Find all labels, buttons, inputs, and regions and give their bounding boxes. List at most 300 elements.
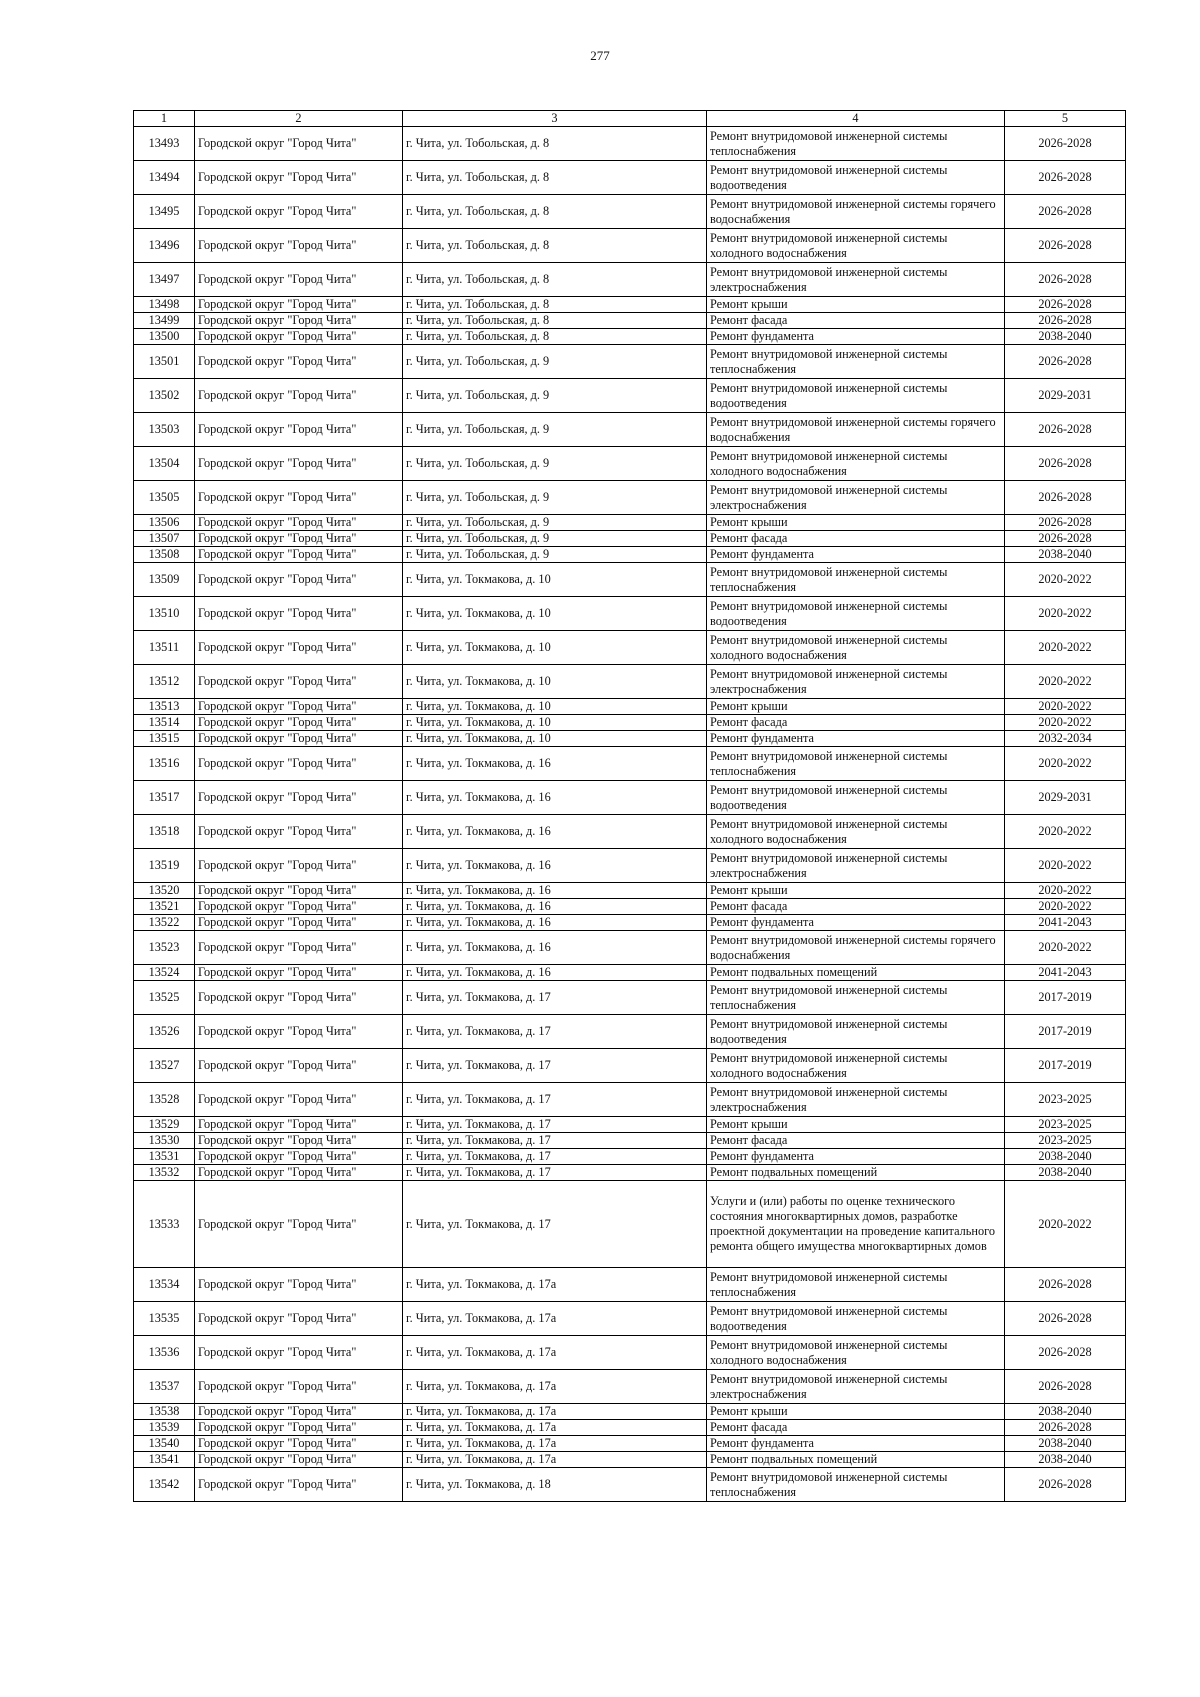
row-number-cell: 13536 — [134, 1336, 195, 1370]
table-row — [134, 413, 1126, 447]
row-number-cell: 13496 — [134, 229, 195, 263]
period-cell: 2038-2040 — [1005, 547, 1126, 563]
period-cell: 2020-2022 — [1005, 699, 1126, 715]
work-type-cell: Ремонт подвальных помещений — [707, 965, 1005, 981]
period-cell: 2020-2022 — [1005, 849, 1126, 883]
row-number-cell: 13534 — [134, 1268, 195, 1302]
municipality-cell: Городской округ "Город Чита" — [195, 883, 403, 899]
row-number-cell: 13541 — [134, 1452, 195, 1468]
address-cell: г. Чита, ул. Токмакова, д. 10 — [403, 631, 707, 665]
municipality-cell: Городской округ "Город Чита" — [195, 515, 403, 531]
address-cell: г. Чита, ул. Токмакова, д. 17а — [403, 1436, 707, 1452]
address-cell: г. Чита, ул. Тобольская, д. 8 — [403, 313, 707, 329]
work-type-cell: Ремонт крыши — [707, 297, 1005, 313]
municipality-cell: Городской округ "Город Чита" — [195, 981, 403, 1015]
address-cell: г. Чита, ул. Тобольская, д. 8 — [403, 127, 707, 161]
period-cell: 2029-2031 — [1005, 781, 1126, 815]
address-cell: г. Чита, ул. Токмакова, д. 17 — [403, 1117, 707, 1133]
work-type-cell: Ремонт внутридомовой инженерной системы электроснабжения — [707, 481, 1005, 515]
period-cell: 2026-2028 — [1005, 531, 1126, 547]
work-type-cell: Ремонт крыши — [707, 883, 1005, 899]
row-number-cell: 13527 — [134, 1049, 195, 1083]
municipality-cell: Городской округ "Город Чита" — [195, 127, 403, 161]
address-cell: г. Чита, ул. Токмакова, д. 17а — [403, 1302, 707, 1336]
work-type-cell: Ремонт внутридомовой инженерной системы холодного водоснабжения — [707, 1336, 1005, 1370]
table-row — [134, 665, 1126, 699]
row-number-cell: 13540 — [134, 1436, 195, 1452]
table-row — [134, 1149, 1126, 1165]
municipality-cell: Городской округ "Город Чита" — [195, 1117, 403, 1133]
row-number-cell: 13494 — [134, 161, 195, 195]
work-type-cell: Ремонт внутридомовой инженерной системы горячего водоснабжения — [707, 931, 1005, 965]
municipality-cell: Городской округ "Город Чита" — [195, 481, 403, 515]
address-cell: г. Чита, ул. Токмакова, д. 17а — [403, 1420, 707, 1436]
table-row — [134, 1268, 1126, 1302]
municipality-cell: Городской округ "Город Чита" — [195, 665, 403, 699]
period-cell: 2026-2028 — [1005, 313, 1126, 329]
address-cell: г. Чита, ул. Токмакова, д. 17 — [403, 1181, 707, 1268]
table-row — [134, 715, 1126, 731]
address-cell: г. Чита, ул. Токмакова, д. 17 — [403, 1165, 707, 1181]
address-cell: г. Чита, ул. Токмакова, д. 18 — [403, 1468, 707, 1502]
row-number-cell: 13506 — [134, 515, 195, 531]
municipality-cell: Городской округ "Город Чита" — [195, 1165, 403, 1181]
municipality-cell: Городской округ "Город Чита" — [195, 379, 403, 413]
work-type-cell: Ремонт внутридомовой инженерной системы холодного водоснабжения — [707, 815, 1005, 849]
period-cell: 2017-2019 — [1005, 1015, 1126, 1049]
work-type-cell: Ремонт фундамента — [707, 329, 1005, 345]
table-row — [134, 161, 1126, 195]
municipality-cell: Городской округ "Город Чита" — [195, 815, 403, 849]
table-row — [134, 297, 1126, 313]
row-number-cell: 13522 — [134, 915, 195, 931]
period-cell: 2026-2028 — [1005, 345, 1126, 379]
table-row — [134, 981, 1126, 1015]
municipality-cell: Городской округ "Город Чита" — [195, 931, 403, 965]
address-cell: г. Чита, ул. Тобольская, д. 9 — [403, 379, 707, 413]
municipality-cell: Городской округ "Город Чита" — [195, 1015, 403, 1049]
period-cell: 2026-2028 — [1005, 161, 1126, 195]
municipality-cell: Городской округ "Город Чита" — [195, 1302, 403, 1336]
table-row — [134, 1302, 1126, 1336]
municipality-cell: Городской округ "Город Чита" — [195, 1452, 403, 1468]
row-number-cell: 13493 — [134, 127, 195, 161]
address-cell: г. Чита, ул. Тобольская, д. 8 — [403, 263, 707, 297]
period-cell: 2026-2028 — [1005, 1302, 1126, 1336]
table-row — [134, 1420, 1126, 1436]
table-row — [134, 1404, 1126, 1420]
row-number-cell: 13498 — [134, 297, 195, 313]
table-row — [134, 931, 1126, 965]
municipality-cell: Городской округ "Город Чита" — [195, 263, 403, 297]
table-row — [134, 699, 1126, 715]
header-row — [134, 111, 1126, 127]
table-row — [134, 127, 1126, 161]
row-number-cell: 13517 — [134, 781, 195, 815]
work-type-cell: Ремонт крыши — [707, 1404, 1005, 1420]
address-cell: г. Чита, ул. Токмакова, д. 17а — [403, 1452, 707, 1468]
column-header: 1 — [134, 111, 195, 127]
row-number-cell: 13505 — [134, 481, 195, 515]
row-number-cell: 13495 — [134, 195, 195, 229]
work-type-cell: Ремонт внутридомовой инженерной системы электроснабжения — [707, 665, 1005, 699]
work-type-cell: Ремонт внутридомовой инженерной системы горячего водоснабжения — [707, 413, 1005, 447]
table-row — [134, 345, 1126, 379]
work-type-cell: Ремонт внутридомовой инженерной системы теплоснабжения — [707, 981, 1005, 1015]
row-number-cell: 13514 — [134, 715, 195, 731]
table-row — [134, 1015, 1126, 1049]
period-cell: 2020-2022 — [1005, 883, 1126, 899]
table-row — [134, 1049, 1126, 1083]
period-cell: 2026-2028 — [1005, 1468, 1126, 1502]
period-cell: 2026-2028 — [1005, 481, 1126, 515]
municipality-cell: Городской округ "Город Чита" — [195, 781, 403, 815]
municipality-cell: Городской округ "Город Чита" — [195, 329, 403, 345]
table-row — [134, 915, 1126, 931]
work-type-cell: Ремонт фасада — [707, 1133, 1005, 1149]
table-row — [134, 731, 1126, 747]
municipality-cell: Городской округ "Город Чита" — [195, 547, 403, 563]
municipality-cell: Городской округ "Город Чита" — [195, 731, 403, 747]
row-number-cell: 13519 — [134, 849, 195, 883]
column-header: 3 — [403, 111, 707, 127]
table-row — [134, 229, 1126, 263]
municipality-cell: Городской округ "Город Чита" — [195, 849, 403, 883]
row-number-cell: 13542 — [134, 1468, 195, 1502]
row-number-cell: 13511 — [134, 631, 195, 665]
address-cell: г. Чита, ул. Токмакова, д. 10 — [403, 699, 707, 715]
period-cell: 2023-2025 — [1005, 1133, 1126, 1149]
table-row — [134, 883, 1126, 899]
table-row — [134, 1165, 1126, 1181]
period-cell: 2026-2028 — [1005, 263, 1126, 297]
table-row — [134, 815, 1126, 849]
row-number-cell: 13531 — [134, 1149, 195, 1165]
table-row — [134, 329, 1126, 345]
table-row — [134, 899, 1126, 915]
address-cell: г. Чита, ул. Токмакова, д. 17а — [403, 1336, 707, 1370]
address-cell: г. Чита, ул. Токмакова, д. 16 — [403, 747, 707, 781]
address-cell: г. Чита, ул. Токмакова, д. 17а — [403, 1370, 707, 1404]
table-row — [134, 1436, 1126, 1452]
row-number-cell: 13520 — [134, 883, 195, 899]
address-cell: г. Чита, ул. Тобольская, д. 9 — [403, 481, 707, 515]
municipality-cell: Городской округ "Город Чита" — [195, 229, 403, 263]
municipality-cell: Городской округ "Город Чита" — [195, 1420, 403, 1436]
period-cell: 2026-2028 — [1005, 1420, 1126, 1436]
address-cell: г. Чита, ул. Тобольская, д. 9 — [403, 413, 707, 447]
table-row — [134, 597, 1126, 631]
address-cell: г. Чита, ул. Токмакова, д. 17 — [403, 1083, 707, 1117]
address-cell: г. Чита, ул. Тобольская, д. 9 — [403, 345, 707, 379]
address-cell: г. Чита, ул. Тобольская, д. 9 — [403, 531, 707, 547]
period-cell: 2026-2028 — [1005, 1370, 1126, 1404]
work-type-cell: Ремонт внутридомовой инженерной системы холодного водоснабжения — [707, 229, 1005, 263]
row-number-cell: 13537 — [134, 1370, 195, 1404]
address-cell: г. Чита, ул. Токмакова, д. 16 — [403, 815, 707, 849]
municipality-cell: Городской округ "Город Чита" — [195, 715, 403, 731]
period-cell: 2020-2022 — [1005, 899, 1126, 915]
row-number-cell: 13507 — [134, 531, 195, 547]
work-type-cell: Ремонт внутридомовой инженерной системы водоотведения — [707, 379, 1005, 413]
work-type-cell: Ремонт крыши — [707, 515, 1005, 531]
row-number-cell: 13533 — [134, 1181, 195, 1268]
municipality-cell: Городской округ "Город Чита" — [195, 161, 403, 195]
period-cell: 2038-2040 — [1005, 1165, 1126, 1181]
repair-schedule-table — [133, 110, 1126, 1502]
address-cell: г. Чита, ул. Тобольская, д. 9 — [403, 515, 707, 531]
table-body — [134, 127, 1126, 1502]
period-cell: 2038-2040 — [1005, 1149, 1126, 1165]
municipality-cell: Городской округ "Город Чита" — [195, 899, 403, 915]
address-cell: г. Чита, ул. Токмакова, д. 17 — [403, 1015, 707, 1049]
address-cell: г. Чита, ул. Токмакова, д. 10 — [403, 665, 707, 699]
table-row — [134, 1133, 1126, 1149]
row-number-cell: 13535 — [134, 1302, 195, 1336]
municipality-cell: Городской округ "Город Чита" — [195, 1149, 403, 1165]
work-type-cell: Ремонт фасада — [707, 313, 1005, 329]
municipality-cell: Городской округ "Город Чита" — [195, 1404, 403, 1420]
table-row — [134, 195, 1126, 229]
municipality-cell: Городской округ "Город Чита" — [195, 1436, 403, 1452]
table-row — [134, 1117, 1126, 1133]
work-type-cell: Ремонт внутридомовой инженерной системы теплоснабжения — [707, 1268, 1005, 1302]
work-type-cell: Ремонт внутридомовой инженерной системы водоотведения — [707, 597, 1005, 631]
work-type-cell: Ремонт крыши — [707, 699, 1005, 715]
row-number-cell: 13521 — [134, 899, 195, 915]
column-header: 2 — [195, 111, 403, 127]
municipality-cell: Городской округ "Город Чита" — [195, 597, 403, 631]
work-type-cell: Ремонт внутридомовой инженерной системы теплоснабжения — [707, 563, 1005, 597]
address-cell: г. Чита, ул. Токмакова, д. 17а — [403, 1404, 707, 1420]
table-row — [134, 965, 1126, 981]
municipality-cell: Городской округ "Город Чита" — [195, 531, 403, 547]
period-cell: 2020-2022 — [1005, 815, 1126, 849]
period-cell: 2038-2040 — [1005, 329, 1126, 345]
row-number-cell: 13529 — [134, 1117, 195, 1133]
table-row — [134, 563, 1126, 597]
work-type-cell: Ремонт подвальных помещений — [707, 1452, 1005, 1468]
table-row — [134, 379, 1126, 413]
work-type-cell: Ремонт фундамента — [707, 915, 1005, 931]
row-number-cell: 13502 — [134, 379, 195, 413]
work-type-cell: Ремонт фундамента — [707, 731, 1005, 747]
address-cell: г. Чита, ул. Токмакова, д. 10 — [403, 563, 707, 597]
municipality-cell: Городской округ "Город Чита" — [195, 345, 403, 379]
municipality-cell: Городской округ "Город Чита" — [195, 699, 403, 715]
address-cell: г. Чита, ул. Токмакова, д. 17 — [403, 981, 707, 1015]
row-number-cell: 13523 — [134, 931, 195, 965]
period-cell: 2020-2022 — [1005, 597, 1126, 631]
work-type-cell: Ремонт внутридомовой инженерной системы водоотведения — [707, 781, 1005, 815]
row-number-cell: 13526 — [134, 1015, 195, 1049]
municipality-cell: Городской округ "Город Чита" — [195, 1370, 403, 1404]
work-type-cell: Ремонт внутридомовой инженерной системы водоотведения — [707, 1015, 1005, 1049]
address-cell: г. Чита, ул. Тобольская, д. 8 — [403, 329, 707, 345]
row-number-cell: 13538 — [134, 1404, 195, 1420]
municipality-cell: Городской округ "Город Чита" — [195, 1336, 403, 1370]
table-row — [134, 781, 1126, 815]
period-cell: 2026-2028 — [1005, 229, 1126, 263]
table-row — [134, 747, 1126, 781]
municipality-cell: Городской округ "Город Чита" — [195, 563, 403, 597]
row-number-cell: 13510 — [134, 597, 195, 631]
period-cell: 2041-2043 — [1005, 965, 1126, 981]
table-row — [134, 1083, 1126, 1117]
period-cell: 2017-2019 — [1005, 981, 1126, 1015]
table-row — [134, 631, 1126, 665]
municipality-cell: Городской округ "Город Чита" — [195, 915, 403, 931]
table-row — [134, 849, 1126, 883]
table-row — [134, 481, 1126, 515]
row-number-cell: 13512 — [134, 665, 195, 699]
table-row — [134, 547, 1126, 563]
period-cell: 2026-2028 — [1005, 297, 1126, 313]
address-cell: г. Чита, ул. Токмакова, д. 17 — [403, 1149, 707, 1165]
address-cell: г. Чита, ул. Тобольская, д. 9 — [403, 447, 707, 481]
work-type-cell: Ремонт внутридомовой инженерной системы электроснабжения — [707, 1083, 1005, 1117]
period-cell: 2026-2028 — [1005, 127, 1126, 161]
address-cell: г. Чита, ул. Токмакова, д. 16 — [403, 883, 707, 899]
period-cell: 2020-2022 — [1005, 715, 1126, 731]
municipality-cell: Городской округ "Город Чита" — [195, 1268, 403, 1302]
period-cell: 2041-2043 — [1005, 915, 1126, 931]
work-type-cell: Ремонт внутридомовой инженерной системы теплоснабжения — [707, 345, 1005, 379]
address-cell: г. Чита, ул. Токмакова, д. 16 — [403, 965, 707, 981]
row-number-cell: 13503 — [134, 413, 195, 447]
row-number-cell: 13509 — [134, 563, 195, 597]
work-type-cell: Услуги и (или) работы по оценке технического состояния многоквартирных домов, разработке проектной документации на проведение капитального ремонта общего имущества многоквартирных домов — [707, 1181, 1005, 1268]
row-number-cell: 13504 — [134, 447, 195, 481]
period-cell: 2023-2025 — [1005, 1083, 1126, 1117]
address-cell: г. Чита, ул. Токмакова, д. 17 — [403, 1133, 707, 1149]
row-number-cell: 13499 — [134, 313, 195, 329]
row-number-cell: 13515 — [134, 731, 195, 747]
address-cell: г. Чита, ул. Тобольская, д. 8 — [403, 297, 707, 313]
table-row — [134, 531, 1126, 547]
period-cell: 2029-2031 — [1005, 379, 1126, 413]
address-cell: г. Чита, ул. Токмакова, д. 10 — [403, 715, 707, 731]
page-number: 277 — [590, 48, 610, 63]
work-type-cell: Ремонт внутридомовой инженерной системы теплоснабжения — [707, 1468, 1005, 1502]
address-cell: г. Чита, ул. Токмакова, д. 16 — [403, 849, 707, 883]
municipality-cell: Городской округ "Город Чита" — [195, 1049, 403, 1083]
address-cell: г. Чита, ул. Тобольская, д. 8 — [403, 195, 707, 229]
municipality-cell: Городской округ "Город Чита" — [195, 965, 403, 981]
municipality-cell: Городской округ "Город Чита" — [195, 313, 403, 329]
table-row — [134, 1452, 1126, 1468]
address-cell: г. Чита, ул. Тобольская, д. 9 — [403, 547, 707, 563]
municipality-cell: Городской округ "Город Чита" — [195, 297, 403, 313]
address-cell: г. Чита, ул. Токмакова, д. 16 — [403, 781, 707, 815]
period-cell: 2023-2025 — [1005, 1117, 1126, 1133]
work-type-cell: Ремонт внутридомовой инженерной системы электроснабжения — [707, 1370, 1005, 1404]
address-cell: г. Чита, ул. Токмакова, д. 16 — [403, 915, 707, 931]
period-cell: 2020-2022 — [1005, 631, 1126, 665]
period-cell: 2026-2028 — [1005, 1268, 1126, 1302]
table-row — [134, 1181, 1126, 1268]
period-cell: 2020-2022 — [1005, 747, 1126, 781]
work-type-cell: Ремонт внутридомовой инженерной системы холодного водоснабжения — [707, 447, 1005, 481]
row-number-cell: 13518 — [134, 815, 195, 849]
row-number-cell: 13525 — [134, 981, 195, 1015]
row-number-cell: 13516 — [134, 747, 195, 781]
work-type-cell: Ремонт внутридомовой инженерной системы водоотведения — [707, 161, 1005, 195]
period-cell: 2020-2022 — [1005, 931, 1126, 965]
period-cell: 2020-2022 — [1005, 665, 1126, 699]
row-number-cell: 13539 — [134, 1420, 195, 1436]
municipality-cell: Городской округ "Город Чита" — [195, 747, 403, 781]
table-row — [134, 1336, 1126, 1370]
work-type-cell: Ремонт фасада — [707, 715, 1005, 731]
row-number-cell: 13508 — [134, 547, 195, 563]
period-cell: 2026-2028 — [1005, 515, 1126, 531]
row-number-cell: 13524 — [134, 965, 195, 981]
period-cell: 2032-2034 — [1005, 731, 1126, 747]
row-number-cell: 13513 — [134, 699, 195, 715]
municipality-cell: Городской округ "Город Чита" — [195, 447, 403, 481]
work-type-cell: Ремонт внутридомовой инженерной системы холодного водоснабжения — [707, 1049, 1005, 1083]
table-row — [134, 1468, 1126, 1502]
work-type-cell: Ремонт внутридомовой инженерной системы теплоснабжения — [707, 747, 1005, 781]
row-number-cell: 13528 — [134, 1083, 195, 1117]
table-row — [134, 515, 1126, 531]
address-cell: г. Чита, ул. Токмакова, д. 10 — [403, 731, 707, 747]
period-cell: 2038-2040 — [1005, 1452, 1126, 1468]
address-cell: г. Чита, ул. Токмакова, д. 10 — [403, 597, 707, 631]
table-row — [134, 447, 1126, 481]
work-type-cell: Ремонт фасада — [707, 531, 1005, 547]
work-type-cell: Ремонт внутридомовой инженерной системы электроснабжения — [707, 849, 1005, 883]
column-header: 5 — [1005, 111, 1126, 127]
work-type-cell: Ремонт фасада — [707, 899, 1005, 915]
period-cell: 2038-2040 — [1005, 1436, 1126, 1452]
period-cell: 2026-2028 — [1005, 447, 1126, 481]
address-cell: г. Чита, ул. Токмакова, д. 17 — [403, 1049, 707, 1083]
address-cell: г. Чита, ул. Тобольская, д. 8 — [403, 229, 707, 263]
work-type-cell: Ремонт фундамента — [707, 1436, 1005, 1452]
work-type-cell: Ремонт фундамента — [707, 1149, 1005, 1165]
municipality-cell: Городской округ "Город Чита" — [195, 1181, 403, 1268]
row-number-cell: 13530 — [134, 1133, 195, 1149]
municipality-cell: Городской округ "Город Чита" — [195, 195, 403, 229]
work-type-cell: Ремонт подвальных помещений — [707, 1165, 1005, 1181]
column-header: 4 — [707, 111, 1005, 127]
table-row — [134, 263, 1126, 297]
work-type-cell: Ремонт фасада — [707, 1420, 1005, 1436]
municipality-cell: Городской округ "Город Чита" — [195, 1133, 403, 1149]
period-cell: 2038-2040 — [1005, 1404, 1126, 1420]
municipality-cell: Городской округ "Город Чита" — [195, 1468, 403, 1502]
work-type-cell: Ремонт фундамента — [707, 547, 1005, 563]
address-cell: г. Чита, ул. Токмакова, д. 17а — [403, 1268, 707, 1302]
period-cell: 2026-2028 — [1005, 1336, 1126, 1370]
table-row — [134, 313, 1126, 329]
municipality-cell: Городской округ "Город Чита" — [195, 413, 403, 447]
period-cell: 2026-2028 — [1005, 413, 1126, 447]
work-type-cell: Ремонт внутридомовой инженерной системы водоотведения — [707, 1302, 1005, 1336]
period-cell: 2026-2028 — [1005, 195, 1126, 229]
work-type-cell: Ремонт внутридомовой инженерной системы горячего водоснабжения — [707, 195, 1005, 229]
work-type-cell: Ремонт внутридомовой инженерной системы холодного водоснабжения — [707, 631, 1005, 665]
row-number-cell: 13532 — [134, 1165, 195, 1181]
work-type-cell: Ремонт крыши — [707, 1117, 1005, 1133]
table-row — [134, 1370, 1126, 1404]
period-cell: 2020-2022 — [1005, 563, 1126, 597]
period-cell: 2020-2022 — [1005, 1181, 1126, 1268]
row-number-cell: 13497 — [134, 263, 195, 297]
address-cell: г. Чита, ул. Тобольская, д. 8 — [403, 161, 707, 195]
